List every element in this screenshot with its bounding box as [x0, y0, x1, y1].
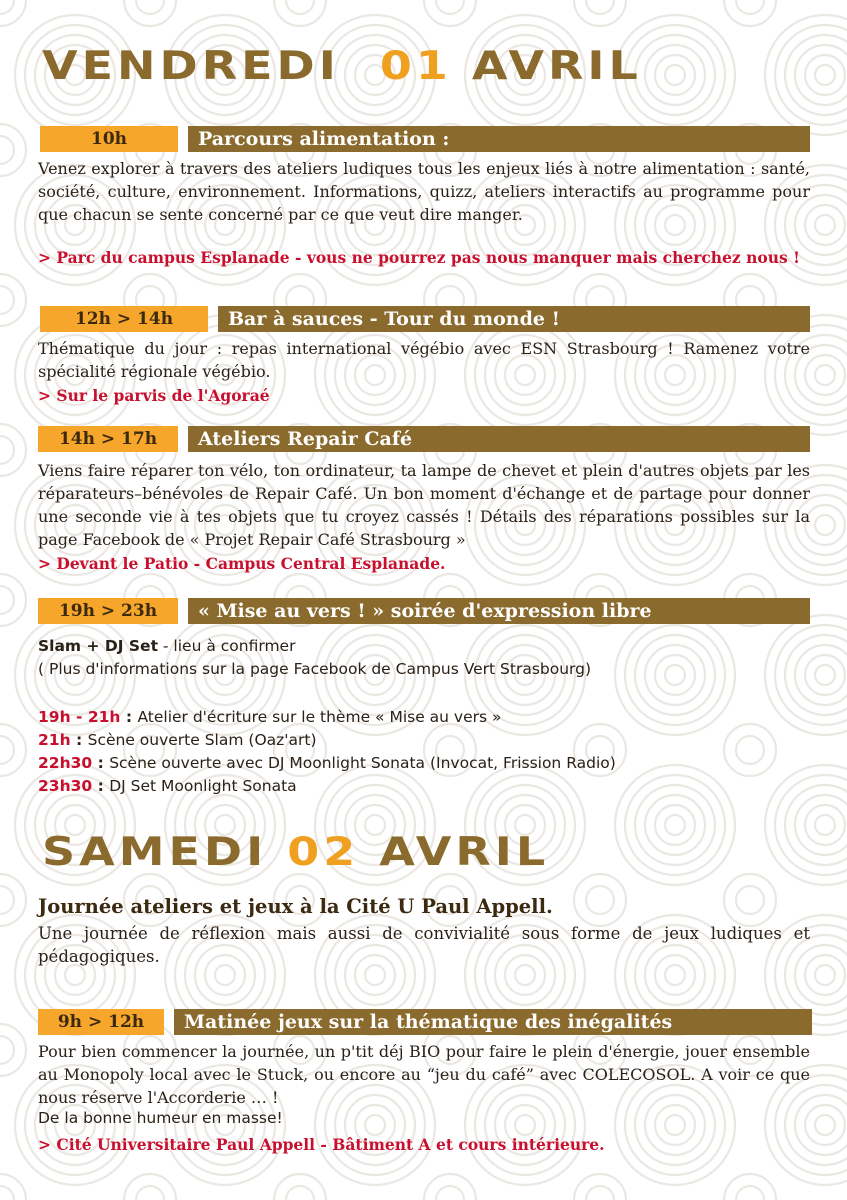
- event-header: [38, 426, 810, 452]
- event-header: [40, 126, 810, 152]
- program-line: [38, 706, 810, 729]
- event-header: [38, 1009, 812, 1035]
- event-intro: [38, 635, 810, 658]
- event-time: 19h > 23h: [38, 598, 178, 624]
- event-extra: De la bonne humeur en masse!: [38, 1109, 283, 1127]
- program-line: [38, 775, 810, 798]
- event-header: [40, 306, 810, 332]
- event-title: Bar à sauces - Tour du monde !: [218, 306, 810, 332]
- day2-intro-text: Une journée de réflexion mais aussi de convivialité sous forme de jeux ludiques et pédagogiques.: [38, 924, 810, 966]
- event-title: « Mise au vers ! » soirée d'expression libre: [188, 598, 810, 624]
- event-time: 12h > 14h: [40, 306, 208, 332]
- event-location: > Cité Universitaire Paul Appell - Bâtiment A et cours intérieure.: [38, 1135, 605, 1154]
- weekday: SAMEDI: [42, 828, 268, 875]
- event-time: 14h > 17h: [38, 426, 178, 452]
- program-line: [38, 752, 810, 775]
- program-time: 21h: [38, 731, 71, 749]
- day-title-saturday: [42, 828, 550, 875]
- evening-program: [38, 706, 810, 798]
- program-text: DJ Set Moonlight Sonata: [109, 777, 297, 795]
- event-title: Matinée jeux sur la thématique des inégalités: [174, 1009, 812, 1035]
- program-separator: :: [92, 754, 110, 772]
- event-location: > Parc du campus Esplanade - vous ne pourrez pas nous manquer mais cherchez nous !: [38, 248, 800, 267]
- month: AVRIL: [379, 828, 550, 875]
- event-description: Pour bien commencer la journée, un p'tit déj BIO pour faire le plein d'énergie, jouer ensemble au Monopoly local avec le Stuck, ou encore au “jeu du café” avec COLECOSOL. A voir ce que nous réserve l'Accorderie … !: [38, 1042, 810, 1107]
- program-separator: :: [92, 777, 110, 795]
- day-number: 01: [379, 42, 452, 89]
- program-time: 19h - 21h: [38, 708, 121, 726]
- program-time: 22h30: [38, 754, 93, 772]
- day-number: 02: [287, 828, 360, 875]
- event-description: Thématique du jour : repas international végébio avec ESN Strasbourg ! Ramenez votre spécialité régionale végébio.: [38, 339, 810, 381]
- program-separator: :: [70, 731, 88, 749]
- event-header: [38, 598, 810, 624]
- event-time: 9h > 12h: [38, 1009, 164, 1035]
- event-intro-rest: - lieu à confirmer: [157, 637, 296, 655]
- program-separator: :: [120, 708, 138, 726]
- event-location: > Devant le Patio - Campus Central Esplanade.: [38, 554, 446, 573]
- event-description: Viens faire réparer ton vélo, ton ordinateur, ta lampe de chevet et plein d'autres objets par les réparateurs–bénévoles de Repair Café. Un bon moment d'échange et de partage pour donner une seconde vie à tes objets que tu croyez cassés ! Détails des réparations possibles sur la page Facebook de « Projet Repair Café Strasbourg »: [38, 461, 810, 549]
- event-title: Ateliers Repair Café: [188, 426, 810, 452]
- day-title-friday: [42, 42, 642, 89]
- day2-heading: Journée ateliers et jeux à la Cité U Paul Appell.: [38, 895, 553, 918]
- event-intro-bold: Slam + DJ Set: [38, 637, 158, 655]
- program-text: Scène ouverte Slam (Oaz'art): [87, 731, 317, 749]
- program-text: Atelier d'écriture sur le thème « Mise au vers »: [137, 708, 502, 726]
- event-location: > Sur le parvis de l'Agoraé: [38, 386, 270, 405]
- program-text: Scène ouverte avec DJ Moonlight Sonata (Invocat, Frission Radio): [109, 754, 616, 772]
- program-time: 23h30: [38, 777, 93, 795]
- weekday: VENDREDI: [42, 42, 340, 89]
- event-title: Parcours alimentation :: [188, 126, 810, 152]
- month: AVRIL: [471, 42, 642, 89]
- event-description: Venez explorer à travers des ateliers ludiques tous les enjeux liés à notre alimentation : santé, société, culture, environnement. Informations, quizz, ateliers interactifs au programme pour que chacun se sente concerné par ce que veut dire manger.: [38, 159, 810, 224]
- program-line: [38, 729, 810, 752]
- event-time: 10h: [40, 126, 178, 152]
- event-note: ( Plus d'informations sur la page Facebook de Campus Vert Strasbourg): [38, 660, 592, 678]
